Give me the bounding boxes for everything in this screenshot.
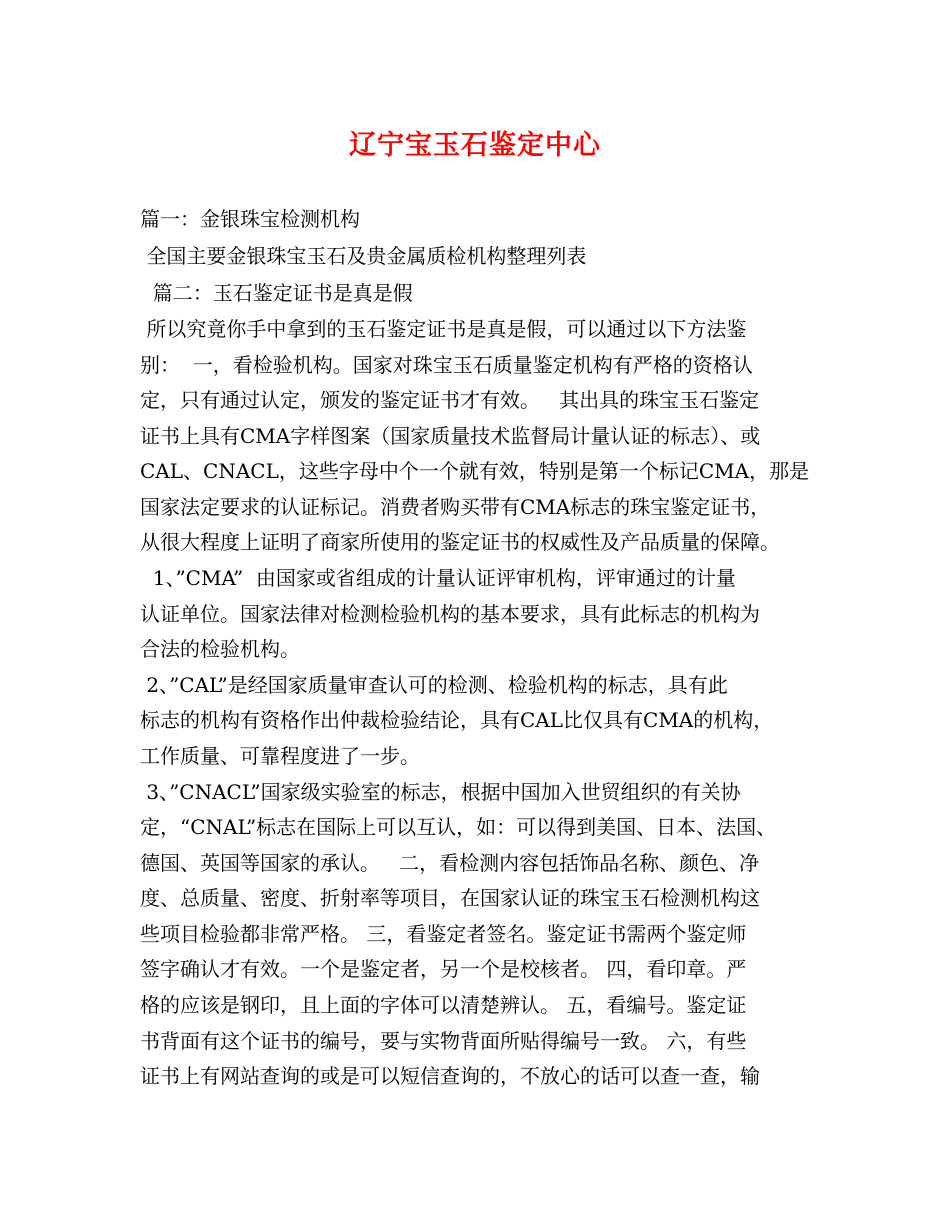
text-line: 所以究竟你手中拿到的玉石鉴定证书是真是假，可以通过以下方法鉴 [140,317,747,341]
text-line: 工作质量、可靠程度进了一步。 [140,744,420,768]
text-line: 篇一：金银珠宝检测机构 [140,207,360,231]
text-line: 书背面有这个证书的编号，要与实物背面所贴得编号一致。 六，有些 [140,1029,747,1053]
text-line: 篇二：玉石鉴定证书是真是假 [140,281,413,305]
text-line: 证书上有网站查询的或是可以短信查询的，不放心的话可以查一查，输 [140,1064,760,1088]
text-line: 度、总质量、密度、折射率等项目，在国家认证的珠宝玉石检测机构这 [140,886,760,910]
text-line: 格的应该是钢印，且上面的字体可以清楚辨认。 五，看编号。鉴定证 [140,993,747,1017]
document-title: 辽宁宝玉石鉴定中心 [349,130,601,161]
text-line: 定，“CNAL”标志在国际上可以互认，如：可以得到美国、日本、法国、 [140,815,777,839]
text-line: 证书上具有CMA字样图案（国家质量技术监督局计量认证的标志）、或 [140,424,761,448]
text-line: 国家法定要求的认证标记。消费者购买带有CMA标志的珠宝鉴定证书， [140,495,771,519]
text-line: 1、”CMA” 由国家或省组成的计量认证评审机构，评审通过的计量 [140,566,736,590]
text-line: 合法的检验机构。 [140,637,300,661]
text-line: 德国、英国等国家的承认。 二，看检测内容包括饰品名称、颜色、净 [140,851,760,875]
text-line: 标志的机构有资格作出仲裁检验结论，具有CAL比仅具有CMA的机构， [140,708,774,732]
text-line: CAL、CNACL，这些字母中个一个就有效，特别是第一个标记CMA，那是 [140,459,810,483]
text-line: 2、”CAL”是经国家质量审查认可的检测、检验机构的标志，具有此 [140,673,728,697]
text-line: 别： 一，看检验机构。国家对珠宝玉石质量鉴定机构有严格的资格认 [140,353,753,377]
text-line: 签字确认才有效。一个是鉴定者，另一个是校核者。 四，看印章。严 [140,957,747,981]
text-line: 定，只有通过认定，颁发的鉴定证书才有效。 其出具的珠宝玉石鉴定 [140,388,760,412]
text-line: 3、”CNACL”国家级实验室的标志，根据中国加入世贸组织的有关协 [140,780,741,804]
text-line: 些项目检验都非常严格。 三，看鉴定者签名。鉴定证书需两个鉴定师 [140,922,747,946]
text-line: 认证单位。国家法律对检测检验机构的基本要求，具有此标志的机构为 [140,602,760,626]
text-line: 全国主要金银珠宝玉石及贵金属质检机构整理列表 [140,244,587,268]
text-line: 从很大程度上证明了商家所使用的鉴定证书的权威性及产品质量的保障。 [140,530,780,554]
